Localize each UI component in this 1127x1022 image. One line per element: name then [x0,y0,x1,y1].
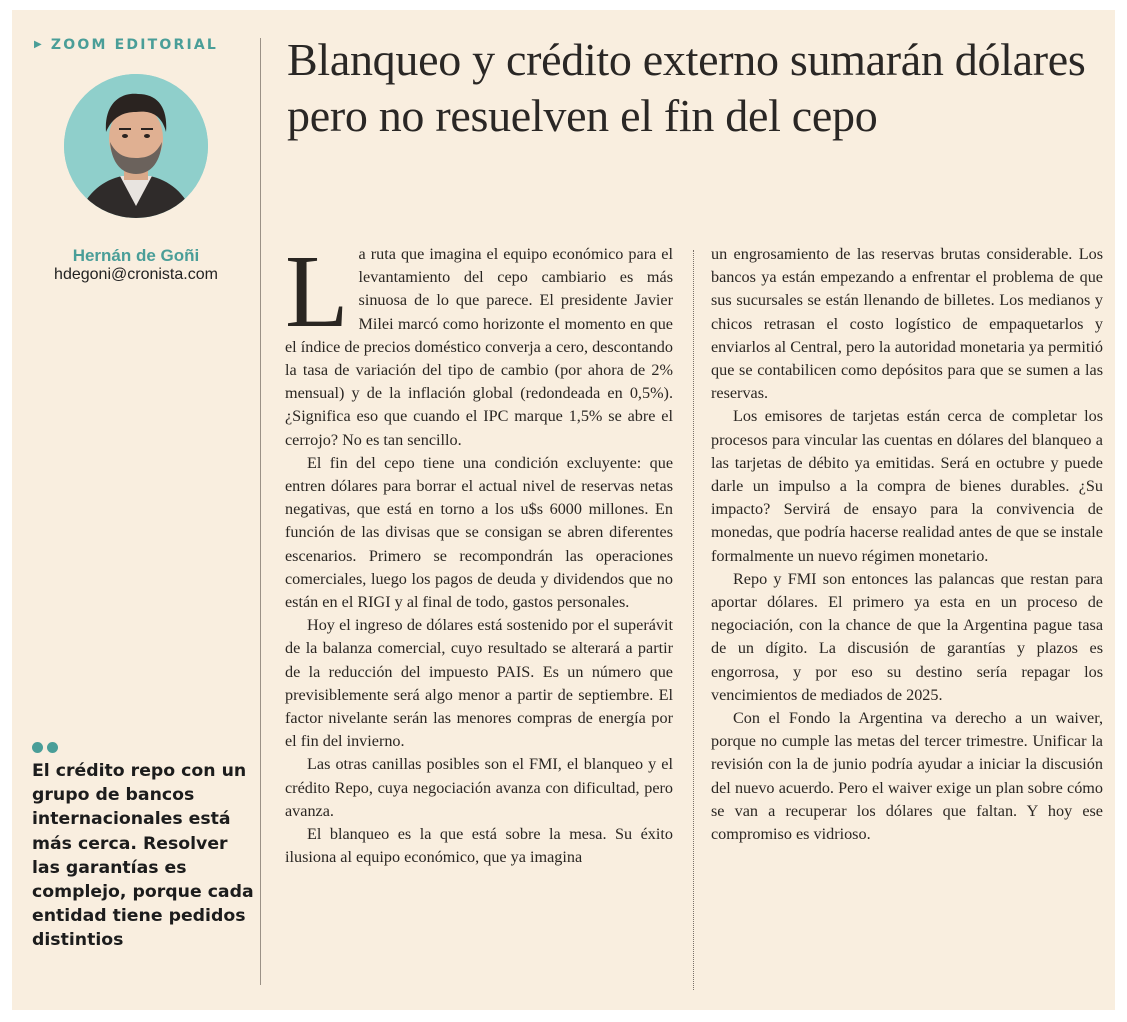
body-column-1 [285,234,673,869]
author-name: Hernán de Goñi [72,246,200,265]
body-paragraph: Las otras canillas posibles son el FMI, el blanqueo y el crédito Repo, cuya negociación avanza con dificultad, pero avanza. [285,755,673,820]
drop-cap: L [285,234,349,349]
body-paragraph: Hoy el ingreso de dólares está sostenido por el superávit de la balanza comercial, cuyo resultado se alterará a partir de la reducción del impuesto PAIS. Es un número que previsiblemente será algo menor a partir de septiembre. El factor nivelante serán las menores compras de energía por el fin del invierno. [285,616,673,751]
headline: Blanqueo y crédito externo sumarán dólares pero no resuelven el fin del cepo [287,34,1086,141]
sidebar-divider [260,38,261,985]
body-paragraph: La ruta que imagina el equipo económico para el levantamiento del cepo cambiario es más sinuosa de lo que parece. El presidente Javier Milei marcó como horizonte el momento en que el índice de precios doméstico converja a cero, descontando la tasa de variación del tipo de cambio (por ahora de 2% mensual) y de la inflación global (redondeada en 0,5%). ¿Significa eso que cuando el IPC marque 1,5% se abre el cerrojo? No es tan sencillo. [285,234,673,449]
section-label: ZOOM EDITORIAL [50,37,219,53]
triangle-right-icon: ▶ [34,39,44,50]
section-tag [34,37,218,53]
body-paragraph: Repo y FMI son entonces las palancas que restan para aportar dólares. El primero ya esta en un proceso de negociación, con la chance de que la Argentina pague tasa de un dígito. La discusión de garantías y plazos es engorrosa, y por eso su destino sería repagar los vencimientos de mediados de 2025. [711,569,1103,704]
double-dot-icon [32,740,62,758]
body-paragraph: un engrosamiento de las reservas brutas considerable. Los bancos ya están empezando a enfrentar el problema de que sus sucursales se están llenando de billetes. Los medianos y chicos retrasan el costo logístico de empaquetarlos y enviarlos al Central, pero la autoridad monetaria ya permitió que se contabilicen como depósitos para que se sumen a las reservas. [711,245,1103,403]
pull-quote: El crédito repo con un grupo de bancos internacionales está más cerca. Resolver las garantías es complejo, porque cada entidad tiene pedidos distintios [32,761,254,951]
author-email: hdegoni@cronista.com [54,266,218,283]
body-paragraph: El blanqueo es la que está sobre la mesa. Su éxito ilusiona al equipo económico, que ya imagina [285,825,673,867]
body-paragraph: Con el Fondo la Argentina va derecho a un waiver, porque no cumple las metas del tercer trimestre. Unificar la revisión con la de junio podría ayudar a iniciar la discusión del nuevo acuerdo. Pero el waiver exige un plan sobre cómo se van a recuperar los dólares que faltan. Y hoy ese compromiso es vidrioso. [711,709,1103,844]
column-divider [693,250,694,990]
author-avatar [64,74,208,218]
author-portrait-illustration [64,74,208,218]
body-column-2 [711,243,1103,846]
newspaper-page [12,10,1115,1010]
body-paragraph: Los emisores de tarjetas están cerca de completar los procesos para vincular las cuentas en dólares del blanqueo a las tarjetas de débito ya emitidas. Será en octubre y puede darle un impulso a la compra de bienes durables. ¿Su impacto? Servirá de ensayo para la convivencia de monedas, que podría hacerse realidad antes de que se instale formalmente un nuevo régimen monetario. [711,407,1103,565]
body-paragraph: El fin del cepo tiene una condición excluyente: que entren dólares para borrar el actual nivel de reservas netas negativas, que está en torno a los u$s 6000 millones. En función de las divisas que se consigan se abren diferentes escenarios. Primero se recompondrán las operaciones comerciales, luego los pagos de deuda y dividendos que no están en el RIGI y al final de todo, gastos personales. [285,453,673,612]
